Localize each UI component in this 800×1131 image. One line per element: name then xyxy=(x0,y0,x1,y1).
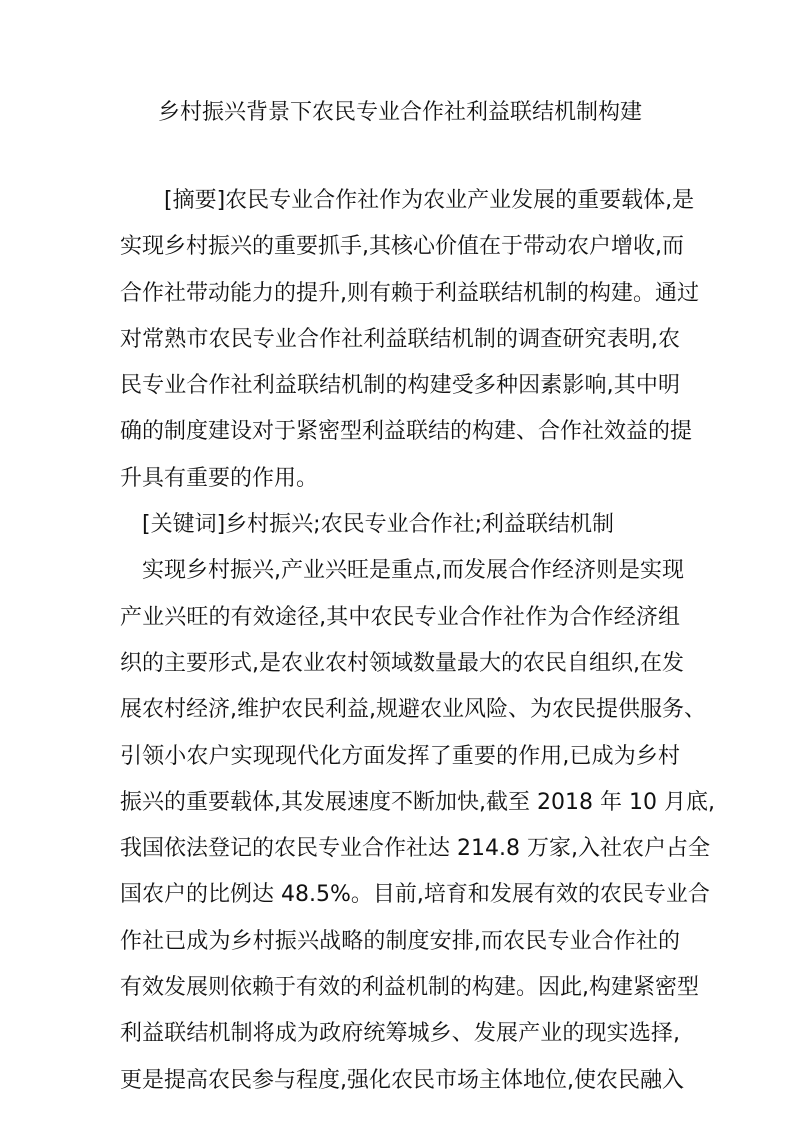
body-line: 实现乡村振兴,产业兴旺是重点,而发展合作经济则是实现 xyxy=(142,558,684,584)
body-line: 我国依法登记的农民专业合作社达 214.8 万家,入社农户占全 xyxy=(120,836,710,862)
body-line: 作社已成为乡村振兴战略的制度安排,而农民专业合作社的 xyxy=(120,928,680,954)
body-line: 织的主要形式,是农业农村领域数量最大的农民自组织,在发 xyxy=(120,650,684,676)
document-title: 乡村振兴背景下农民专业合作社利益联结机制构建 xyxy=(157,100,642,125)
abstract-line: 合作社带动能力的提升,则有赖于利益联结机制的构建。通过 xyxy=(120,280,699,306)
body-line: 产业兴旺的有效途径,其中农民专业合作社作为合作经济组 xyxy=(120,604,680,630)
abstract-line: 民专业合作社利益联结机制的构建受多种因素影响,其中明 xyxy=(120,373,680,399)
body-line: 展农村经济,维护农民利益,规避农业风险、为农民提供服务、 xyxy=(120,697,706,723)
body-line: 更是提高农民参与程度,强化农民市场主体地位,使农民融入 xyxy=(120,1067,684,1093)
body-line: 振兴的重要载体,其发展速度不断加快,截至 2018 年 10 月底, xyxy=(120,789,715,815)
body-line: 国农户的比例达 48.5%。目前,培育和发展有效的农民专业合 xyxy=(120,882,710,908)
abstract-line: 实现乡村振兴的重要抓手,其核心价值在于带动农户增收,而 xyxy=(120,234,684,260)
body-line: 有效发展则依赖于有效的利益机制的构建。因此,构建紧密型 xyxy=(120,975,699,1001)
body-line: 引领小农户实现现代化方面发挥了重要的作用,已成为乡村 xyxy=(120,743,680,769)
abstract-line: 升具有重要的作用。 xyxy=(120,465,319,491)
body-line: 利益联结机制将成为政府统筹城乡、发展产业的现实选择, xyxy=(120,1021,680,1047)
keywords-line: [关键词]乡村振兴;农民专业合作社;利益联结机制 xyxy=(142,512,614,538)
abstract-line: 确的制度建设对于紧密型利益联结的构建、合作社效益的提 xyxy=(120,419,693,445)
document-body xyxy=(120,178,715,1104)
abstract-line: [摘要]农民专业合作社作为农业产业发展的重要载体,是 xyxy=(164,188,695,213)
abstract-line: 对常熟市农民专业合作社利益联结机制的调查研究表明,农 xyxy=(120,326,680,352)
